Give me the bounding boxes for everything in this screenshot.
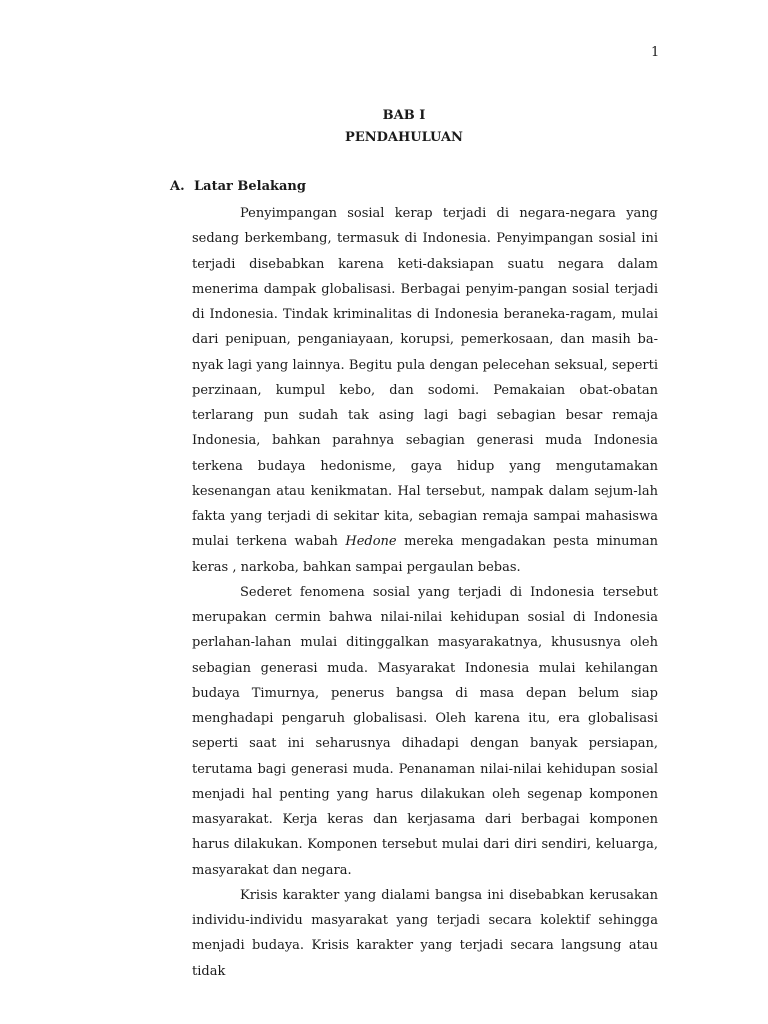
page-number: 1	[651, 45, 660, 60]
section-heading	[170, 179, 306, 194]
italic-term: Hedone	[345, 534, 397, 550]
section-title: Latar Belakang	[194, 179, 306, 194]
paragraph-3: Krisis karakter yang dialami bangsa ini disebabkan kerusakan individu-individu masyarakat yang terjadi secara kolektif sehingga menjadi budaya. Krisis karakter yang terjadi secara langsung atau tidak	[192, 887, 658, 979]
paragraph-1-text-b: mereka mengadakan pesta minuman keras , narkoba, bahkan sampai pergaulan bebas.	[192, 534, 659, 575]
chapter-title: PENDAHULUAN	[345, 130, 463, 145]
body-text	[192, 201, 658, 984]
paragraph-1	[192, 201, 658, 580]
paragraph-1-text-a: Penyimpangan sosial kerap terjadi di negara-negara yang sedang berkembang, termasuk di Indonesia. Penyimpangan sosial ini terjadi disebabkan karena keti-daksiapan suatu negara dalam menerima dampak globalisasi. Berbagai penyim-pangan sosial terjadi di Indonesia. Tindak kriminalitas di Indonesia beraneka-ragam, mulai dari penipuan, penganiayaan, korupsi, pemerkosaan, dan masih ba-nyak lagi yang lainnya. Begitu pula dengan pelecehan seksual, seperti perzinaan, kumpul kebo, dan sodomi. Pemakaian obat-obatan terlarang pun sudah tak asing lagi bagi sebagian besar remaja Indonesia, bahkan parahnya sebagian generasi muda Indonesia terkena budaya hedonisme, gaya hidup yang mengutamakan kesenangan atau kenikmatan. Hal tersebut, nampak dalam sejum-lah fakta yang terjadi di sekitar kita, sebagian remaja sampai mahasiswa mulai terkena wabah	[192, 206, 658, 550]
paragraph-2: Sederet fenomena sosial yang terjadi di Indonesia tersebut merupakan cermin bahwa nilai-nilai kehidupan sosial di Indonesia perlahan-lahan mulai ditinggalkan masyarakatnya, khususnya oleh sebagian generasi muda. Masyarakat Indonesia mulai kehilangan budaya Timurnya, penerus bangsa di masa depan belum siap menghadapi pengaruh globalisasi. Oleh karena itu, era globalisasi seperti saat ini seharusnya dihadapi dengan banyak persiapan, terutama bagi generasi muda. Penanaman nilai-nilai kehidupan sosial menjadi hal penting yang harus dilakukan oleh segenap komponen masyarakat. Kerja keras dan kerjasama dari berbagai komponen harus dilakukan. Komponen tersebut mulai dari diri sendiri, keluarga, masyarakat dan negara.	[192, 584, 658, 878]
chapter-label: BAB I	[382, 108, 426, 123]
section-number: A.	[170, 179, 185, 194]
